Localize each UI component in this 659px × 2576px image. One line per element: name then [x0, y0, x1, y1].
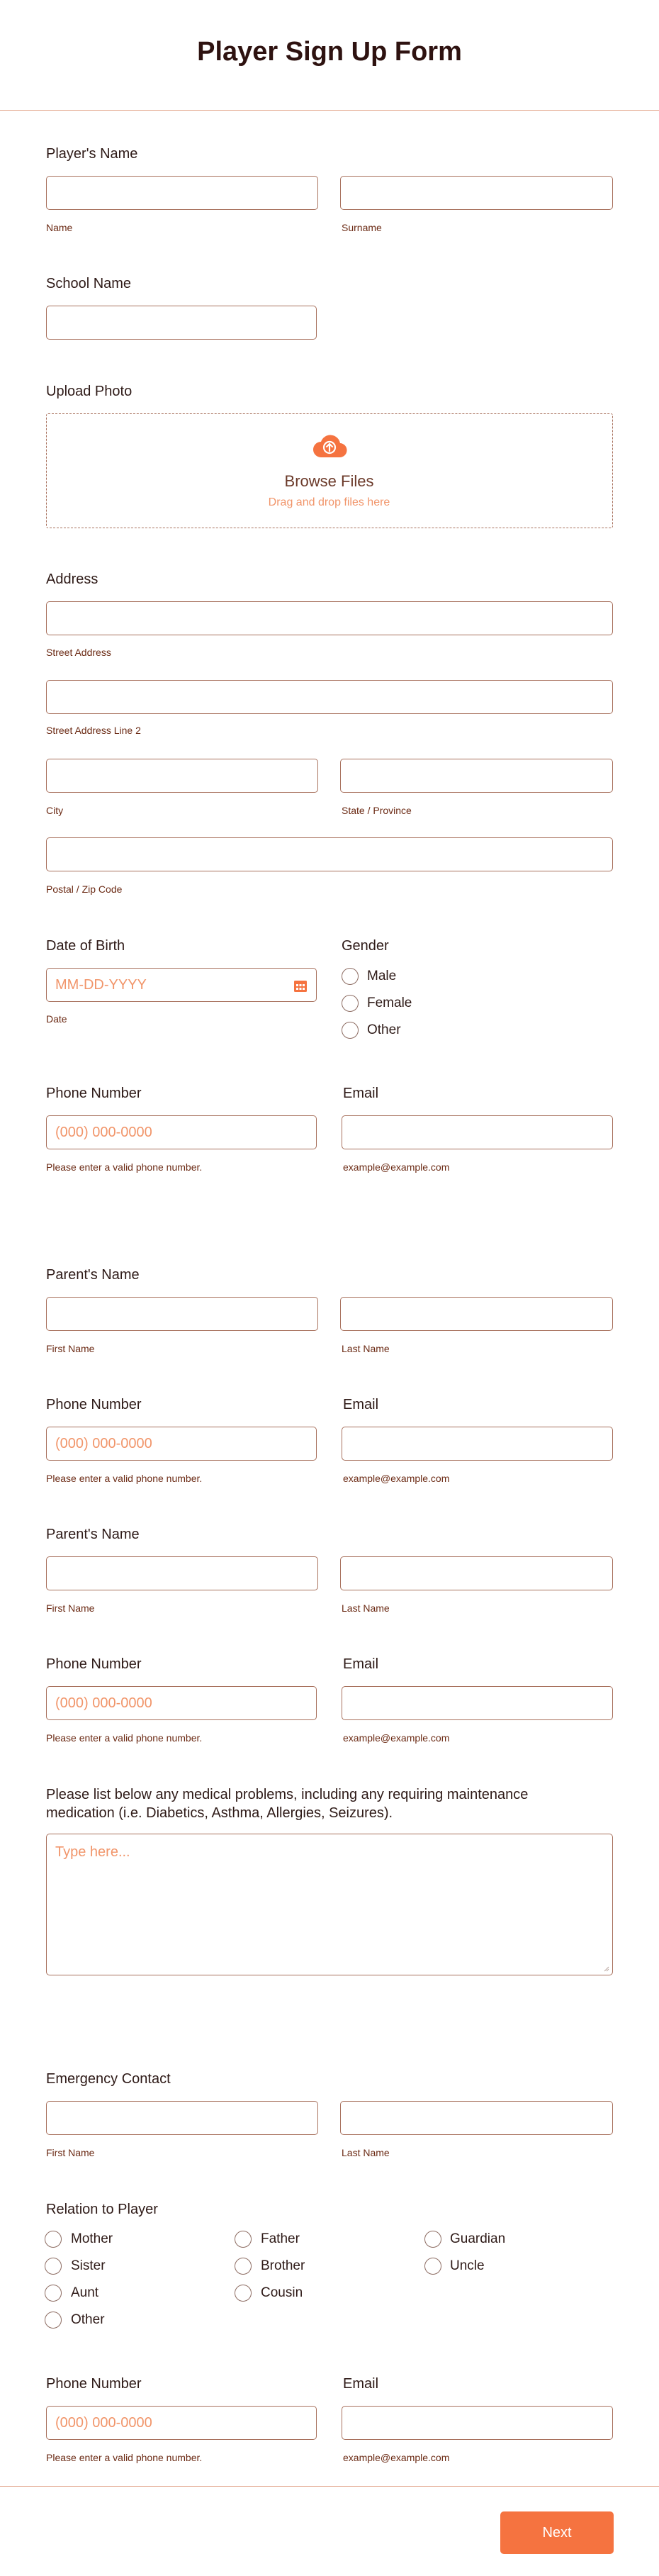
email-label-3: Email — [343, 1656, 379, 1672]
email-input-2[interactable] — [342, 1427, 613, 1461]
upload-photo-label: Upload Photo — [46, 384, 133, 399]
player-surname-sublabel: Surname — [342, 222, 382, 233]
parent2-first-name-input[interactable] — [46, 1556, 318, 1590]
state-input[interactable] — [340, 759, 613, 793]
relation-brother-radio[interactable] — [235, 2258, 252, 2275]
parent1-last-name-sublabel: Last Name — [342, 1343, 390, 1354]
address-label: Address — [46, 571, 98, 587]
postal-code-input[interactable] — [46, 837, 613, 871]
page-title: Player Sign Up Form — [197, 37, 462, 67]
email-label-4: Email — [343, 2376, 379, 2392]
gender-male-label: Male — [367, 969, 397, 983]
parent2-first-name-sublabel: First Name — [46, 1602, 95, 1614]
email-sublabel-2: example@example.com — [343, 1473, 450, 1484]
phone-placeholder-1: (000) 000-0000 — [55, 1125, 152, 1140]
relation-other-label: Other — [71, 2312, 105, 2327]
gender-other-radio[interactable] — [342, 1022, 359, 1039]
medical-textarea[interactable] — [46, 1834, 613, 1975]
relation-father-radio[interactable] — [235, 2231, 252, 2248]
gender-male-radio[interactable] — [342, 968, 359, 985]
state-sublabel: State / Province — [342, 805, 412, 816]
relation-aunt-label: Aunt — [71, 2285, 99, 2300]
phone-placeholder-3: (000) 000-0000 — [55, 1695, 152, 1711]
street-address-input[interactable] — [46, 601, 613, 635]
medical-placeholder: Type here... — [55, 1844, 130, 1860]
school-name-label: School Name — [46, 276, 132, 291]
relation-cousin-label: Cousin — [261, 2285, 303, 2300]
header-divider — [0, 110, 659, 111]
relation-other-radio[interactable] — [45, 2312, 62, 2329]
dob-input[interactable] — [46, 968, 317, 1002]
emergency-last-name-input[interactable] — [340, 2101, 613, 2135]
phone-placeholder-2: (000) 000-0000 — [55, 1436, 152, 1451]
street-address-line2-sublabel: Street Address Line 2 — [46, 725, 141, 736]
footer-divider — [0, 2486, 659, 2487]
parent2-last-name-input[interactable] — [340, 1556, 613, 1590]
street-address-line2-input[interactable] — [46, 680, 613, 714]
phone-sublabel-1: Please enter a valid phone number. — [46, 1161, 203, 1173]
relation-label: Relation to Player — [46, 2202, 158, 2217]
dob-label: Date of Birth — [46, 938, 125, 954]
parent1-first-name-input[interactable] — [46, 1297, 318, 1331]
email-input-4[interactable] — [342, 2406, 613, 2440]
dob-placeholder: MM-DD-YYYY — [55, 977, 147, 993]
relation-aunt-radio[interactable] — [45, 2285, 62, 2302]
email-label-1: Email — [343, 1086, 379, 1101]
phone-placeholder-4: (000) 000-0000 — [55, 2415, 152, 2431]
medical-label-line2: medication (i.e. Diabetics, Asthma, Allergies, Seizures). — [46, 1805, 393, 1821]
phone-sublabel-2: Please enter a valid phone number. — [46, 1473, 203, 1484]
relation-sister-radio[interactable] — [45, 2258, 62, 2275]
parent2-name-label: Parent's Name — [46, 1527, 140, 1542]
relation-uncle-radio[interactable] — [424, 2258, 441, 2275]
relation-mother-label: Mother — [71, 2231, 113, 2246]
email-sublabel-4: example@example.com — [343, 2452, 450, 2463]
relation-guardian-radio[interactable] — [424, 2231, 441, 2248]
email-input-1[interactable] — [342, 1115, 613, 1149]
city-input[interactable] — [46, 759, 318, 793]
browse-files-button[interactable]: Browse Files — [284, 472, 374, 490]
postal-code-sublabel: Postal / Zip Code — [46, 883, 123, 895]
upload-dropzone[interactable] — [46, 413, 613, 528]
gender-female-radio[interactable] — [342, 995, 359, 1012]
email-sublabel-1: example@example.com — [343, 1161, 450, 1173]
resize-handle-icon[interactable] — [602, 1965, 609, 1972]
school-name-input[interactable] — [46, 306, 317, 340]
parent1-first-name-sublabel: First Name — [46, 1343, 95, 1354]
player-first-name-input[interactable] — [46, 176, 318, 210]
emergency-first-name-sublabel: First Name — [46, 2147, 95, 2158]
cloud-upload-icon — [312, 433, 347, 459]
dob-sublabel: Date — [46, 1013, 67, 1025]
emergency-last-name-sublabel: Last Name — [342, 2147, 390, 2158]
emergency-contact-label: Emergency Contact — [46, 2071, 171, 2087]
phone-sublabel-3: Please enter a valid phone number. — [46, 1732, 203, 1744]
relation-father-label: Father — [261, 2231, 300, 2246]
city-sublabel: City — [46, 805, 64, 816]
parent1-name-label: Parent's Name — [46, 1267, 140, 1283]
relation-sister-label: Sister — [71, 2258, 106, 2273]
relation-mother-radio[interactable] — [45, 2231, 62, 2248]
phone-input-2[interactable] — [46, 1427, 317, 1461]
relation-uncle-label: Uncle — [450, 2258, 485, 2273]
email-input-3[interactable] — [342, 1686, 613, 1720]
gender-label: Gender — [342, 938, 389, 954]
calendar-icon[interactable] — [293, 978, 308, 993]
email-sublabel-3: example@example.com — [343, 1732, 450, 1744]
phone-input-4[interactable] — [46, 2406, 317, 2440]
phone-input-3[interactable] — [46, 1686, 317, 1720]
relation-guardian-label: Guardian — [450, 2231, 506, 2246]
parent1-last-name-input[interactable] — [340, 1297, 613, 1331]
street-address-sublabel: Street Address — [46, 647, 111, 658]
medical-label-line1: Please list below any medical problems, including any requiring maintenance — [46, 1787, 529, 1802]
gender-female-label: Female — [367, 996, 412, 1010]
phone-input-1[interactable] — [46, 1115, 317, 1149]
player-surname-input[interactable] — [340, 176, 613, 210]
relation-cousin-radio[interactable] — [235, 2285, 252, 2302]
relation-brother-label: Brother — [261, 2258, 305, 2273]
phone-label-3: Phone Number — [46, 1656, 142, 1672]
parent2-last-name-sublabel: Last Name — [342, 1602, 390, 1614]
next-button[interactable]: Next — [500, 2511, 614, 2554]
emergency-first-name-input[interactable] — [46, 2101, 318, 2135]
drag-drop-hint: Drag and drop files here — [268, 496, 390, 508]
player-name-label: Player's Name — [46, 146, 138, 162]
phone-label-4: Phone Number — [46, 2376, 142, 2392]
email-label-2: Email — [343, 1397, 379, 1412]
player-first-name-sublabel: Name — [46, 222, 73, 233]
gender-other-label: Other — [367, 1022, 401, 1037]
phone-label-1: Phone Number — [46, 1086, 142, 1101]
phone-sublabel-4: Please enter a valid phone number. — [46, 2452, 203, 2463]
phone-label-2: Phone Number — [46, 1397, 142, 1412]
